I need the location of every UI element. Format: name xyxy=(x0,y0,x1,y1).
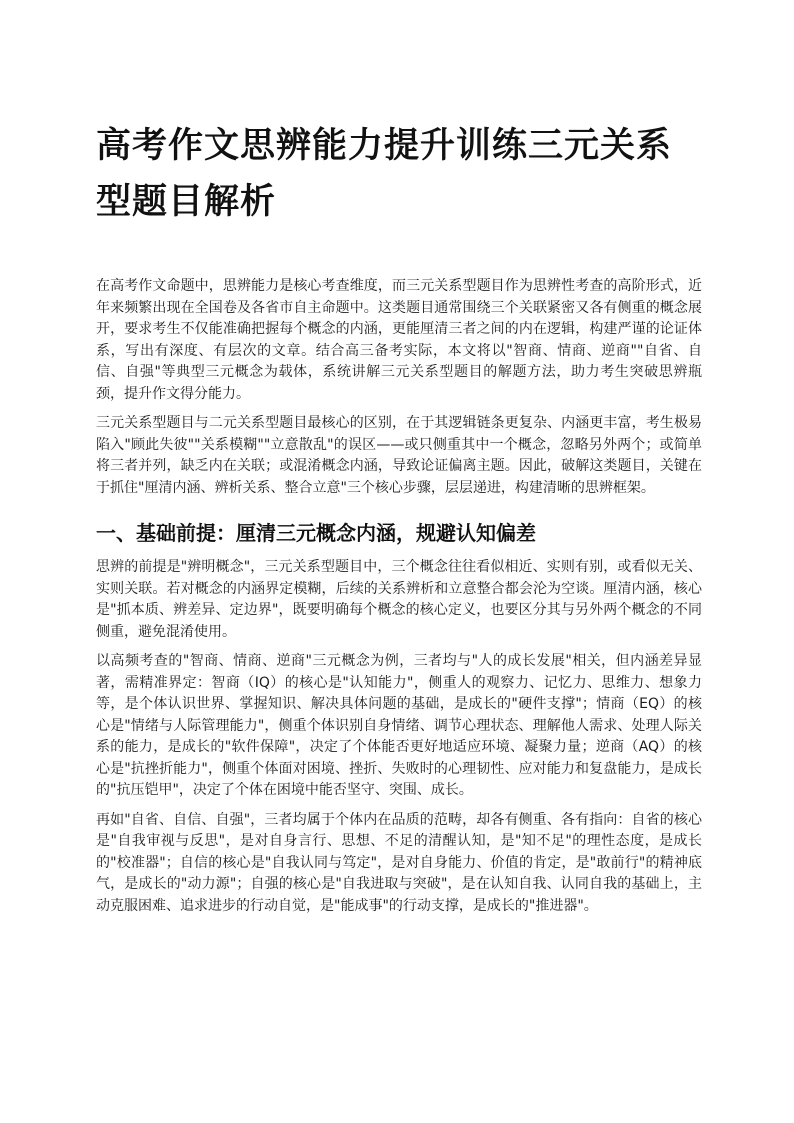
document-page xyxy=(96,118,702,925)
intro-paragraph-1: 在高考作文命题中，思辨能力是核心考查维度，而三元关系型题目作为思辨性考查的高阶形式，近年来频繁出现在全国卷及各省市自主命题中。这类题目通常围绕三个关联紧密又各有侧重的概念展开，要求考生不仅能准确把握每个概念的内涵，更能厘清三者之间的内在逻辑，构建严谨的论证体系，写出有深度、有层次的文章。结合高三备考实际，本文将以"智商、情商、逆商""自省、自信、自强"等典型三元概念为载体，系统讲解三元关系型题目的解题方法，助力考生突破思辨瓶颈，提升作文得分能力。 xyxy=(96,278,702,402)
section-heading-1: 一、基础前提：厘清三元概念内涵，规避认知偏差 xyxy=(96,521,536,545)
section-1-paragraph-2: 以高频考查的"智商、情商、逆商"三元概念为例，三者均与"人的成长发展"相关，但内涵差异显著，需精准界定：智商（IQ）的核心是"认知能力"，侧重人的观察力、记忆力、思维力、想象力等，是个体认识世界、掌握知识、解决具体问题的基础，是成长的"硬件支撑"；情商（EQ）的核心是"情绪与人际管理能力"，侧重个体识别自身情绪、调节心理状态、理解他人需求、处理人际关系的能力，是成长的"软件保障"，决定了个体能否更好地适应环境、凝聚力量；逆商（AQ）的核心是"抗挫折能力"，侧重个体面对困境、挫折、失败时的心理韧性、应对能力和复盘能力，是成长的"抗压铠甲"，决定了个体在困境中能否坚守、突围、成长。 xyxy=(96,653,702,798)
section-1-paragraph-1: 思辨的前提是"辨明概念"，三元关系型题目中，三个概念往往看似相近、实则有别，或看似无关、实则关联。若对概念的内涵界定模糊，后续的关系辨析和立意整合都会沦为空谈。厘清内涵，核心是"抓本质、辨差异、定边界"，既要明确每个概念的核心定义，也要区分其与另外两个概念的不同侧重，避免混淆使用。 xyxy=(96,559,702,640)
section-1-paragraph-3: 再如"自省、自信、自强"，三者均属于个体内在品质的范畴，却各有侧重、各有指向：自省的核心是"自我审视与反思"，是对自身言行、思想、不足的清醒认知，是"知不足"的理性态度，是成长的"校准器"；自信的核心是"自我认同与笃定"，是对自身能力、价值的肯定，是"敢前行"的精神底气，是成长的"动力源"；自强的核心是"自我进取与突破"，是在认知自我、认同自我的基础上，主动克服困难、追求进步的行动自觉，是"能成事"的行动支撑，是成长的"推进器"。 xyxy=(96,811,702,914)
intro-paragraph-2: 三元关系型题目与二元关系型题目最核心的区别，在于其逻辑链条更复杂、内涵更丰富，考生极易陷入"顾此失彼""关系模糊""立意散乱"的误区——或只侧重其中一个概念，忽略另外两个；或简单将三者并列，缺乏内在关联；或混淆概念内涵，导致论证偏离主题。因此，破解这类题目，关键在于抓住"厘清内涵、辨析关系、整合立意"三个核心步骤，层层递进，构建清晰的思辨框架。 xyxy=(96,415,702,496)
document-title: 高考作文思辨能力提升训练三元关系型题目解析 xyxy=(96,126,673,222)
intro-section xyxy=(96,276,702,499)
section-1-body xyxy=(96,557,702,917)
